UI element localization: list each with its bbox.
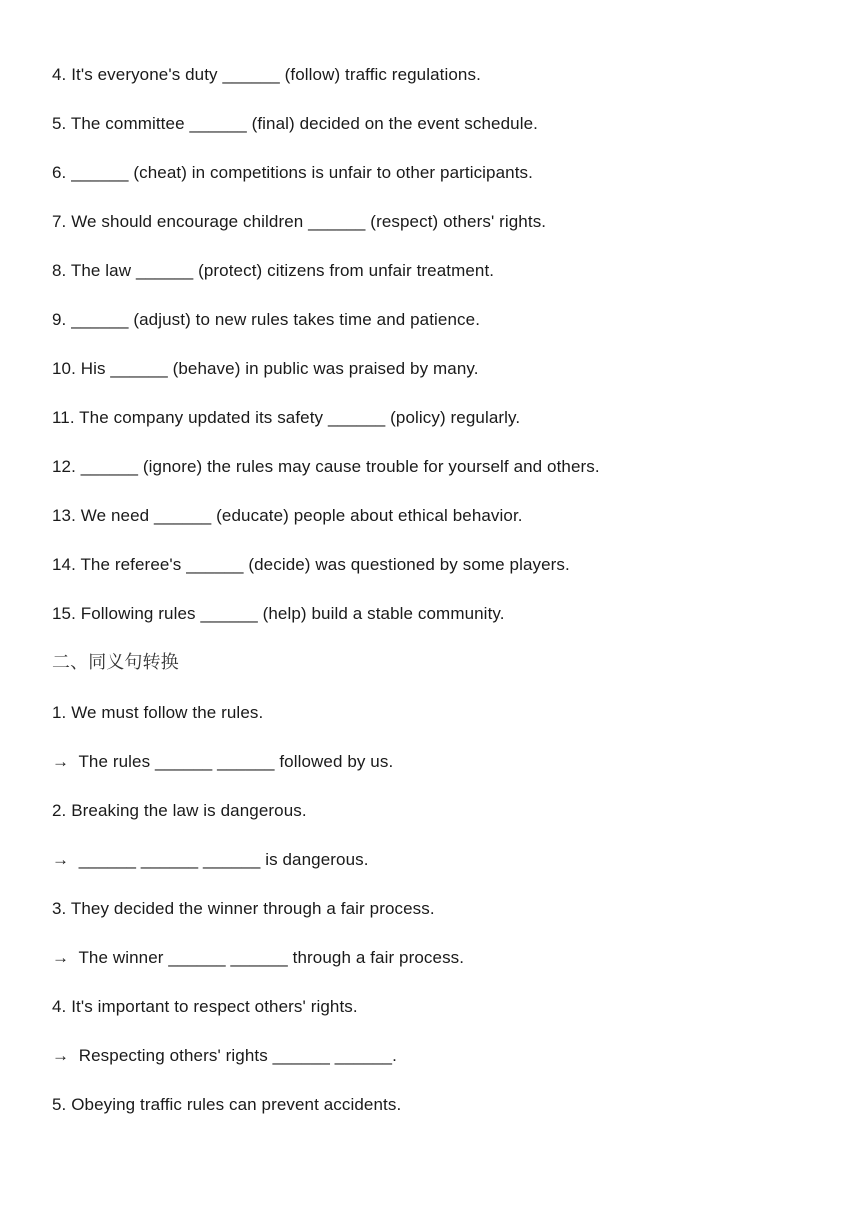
exercise-item-9: 9. ______ (adjust) to new rules takes time and patience. <box>52 310 481 329</box>
exercise-item-4: 4. It's everyone's duty ______ (follow) traffic regulations. <box>52 65 481 84</box>
transform-item-2: 2. Breaking the law is dangerous. <box>52 801 307 820</box>
exercise-item-7: 7. We should encourage children ______ (respect) others' rights. <box>52 212 547 231</box>
transform-item-4: 4. It's important to respect others' rights. <box>52 997 358 1016</box>
section-heading-synonym-transformation: 二、同义句转换 <box>52 652 179 673</box>
exercise-item-6: 6. ______ (cheat) in competitions is unfair to other participants. <box>52 163 533 182</box>
exercise-item-8: 8. The law ______ (protect) citizens from unfair treatment. <box>52 261 495 280</box>
transform-item-5: 5. Obeying traffic rules can prevent accidents. <box>52 1095 402 1114</box>
exercise-item-5: 5. The committee ______ (final) decided on the event schedule. <box>52 114 538 133</box>
exercise-item-11: 11. The company updated its safety ______ (policy) regularly. <box>52 408 521 427</box>
exercise-item-15: 15. Following rules ______ (help) build a stable community. <box>52 604 505 623</box>
transform-item-3: 3. They decided the winner through a fair process. <box>52 899 435 918</box>
transform-item-1: 1. We must follow the rules. <box>52 703 264 722</box>
transform-answer-3: → The winner ______ ______ through a fair process. <box>52 948 465 967</box>
exercise-item-10: 10. His ______ (behave) in public was praised by many. <box>52 359 479 378</box>
exercise-item-14: 14. The referee's ______ (decide) was questioned by some players. <box>52 555 570 574</box>
transform-answer-1: → The rules ______ ______ followed by us. <box>52 752 394 771</box>
transform-answer-2: → ______ ______ ______ is dangerous. <box>52 850 369 869</box>
exercise-item-12: 12. ______ (ignore) the rules may cause trouble for yourself and others. <box>52 457 600 476</box>
transform-answer-4: → Respecting others' rights ______ ______. <box>52 1046 397 1065</box>
exercise-item-13: 13. We need ______ (educate) people about ethical behavior. <box>52 506 523 525</box>
